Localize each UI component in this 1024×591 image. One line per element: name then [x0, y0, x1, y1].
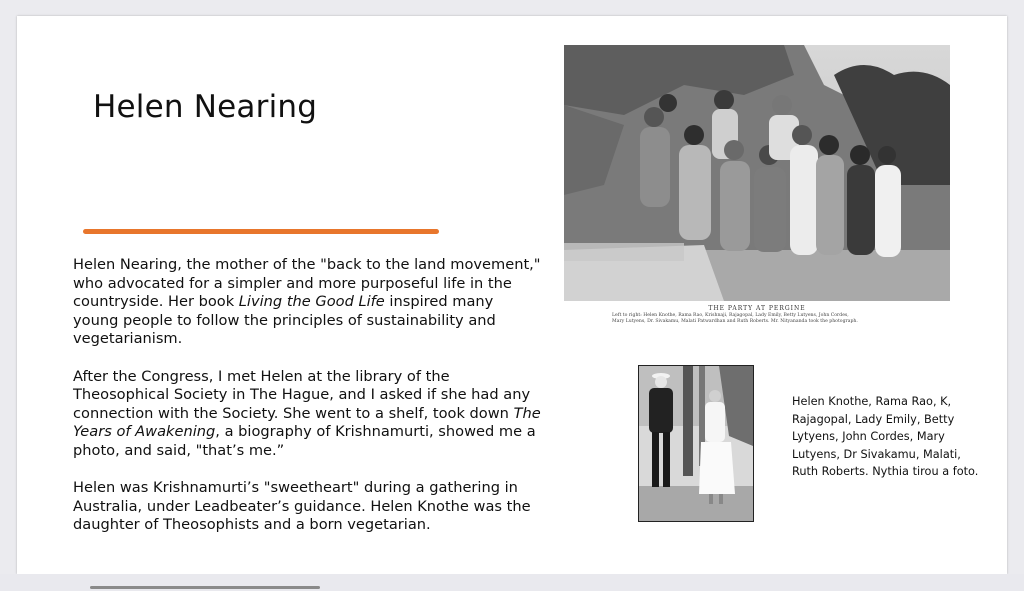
paragraph-1-text-a: Helen Nearing, the mother of the "back to the land movement," who advocated for a simpler and more purposeful life in the countryside. Her book	[73, 256, 541, 311]
paragraph-3	[73, 479, 543, 535]
book-title-years-of-awakening: The Years of Awakening	[73, 404, 541, 441]
paragraph-1-text-b: inspired many young people to follow the principles of sustainability and vegetarianism.	[73, 293, 496, 348]
couple-photo	[638, 365, 754, 522]
group-photo-caption	[612, 313, 912, 325]
group-photo-image	[564, 45, 950, 301]
couple-photo-image	[639, 366, 753, 521]
group-photo-caption-line-1: Left to right: Helen Knothe, Rama Rao, Krishnaji, Rajagopal, Lady Emily, Betty Lutyens, John Cordes,	[612, 313, 849, 318]
slide-body	[73, 256, 543, 554]
paragraph-2-text-a: After the Congress, I met Helen at the library of the Theosophical Society in The Hague, and I asked if she had any connection with the Society. She went to a shelf, took down	[73, 367, 531, 422]
group-photo-caption-line-2: Mary Lutyens, Dr. Sivakamu, Malati Patwardhan and Ruth Roberts. Mr. Nityananda took the photograph.	[612, 319, 858, 324]
paragraph-1	[73, 256, 543, 349]
group-photo-caption-title: THE PARTY AT PERGINE	[708, 305, 806, 312]
photo-side-caption: Helen Knothe, Rama Rao, K, Rajagopal, Lady Emily, Betty Lytyens, John Cordes, Mary Lutyens, Dr Sivakamu, Malati, Ruth Roberts. Nythia tirou a foto.	[792, 395, 979, 479]
paragraph-2-text-b: , a biography of Krishnamurti, showed me a photo, and said, "that’s me.”	[73, 423, 536, 459]
accent-underline	[83, 229, 439, 234]
book-title-living-the-good-life: Living the Good Life	[238, 293, 385, 311]
paragraph-2	[73, 368, 543, 461]
paragraph-3-text: Helen was Krishnamurti’s "sweetheart" during a gathering in Australia, under Leadbeater’s guidance. Helen Knothe was the daughter of Theosophists and a born vegetarian.	[73, 479, 531, 534]
slide-title: Helen Nearing	[93, 89, 318, 125]
scroll-indicator[interactable]	[90, 586, 320, 589]
group-photo	[564, 45, 950, 335]
slide	[17, 16, 1007, 574]
